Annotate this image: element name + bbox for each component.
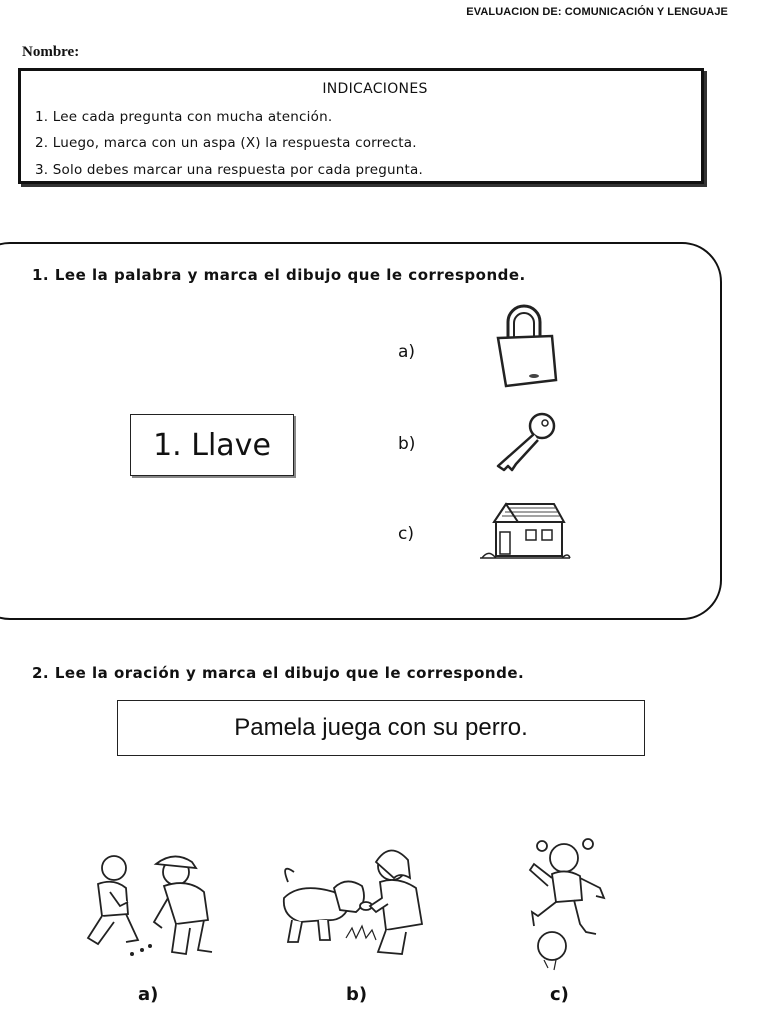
option-b-label[interactable]: b) xyxy=(398,434,416,454)
instruction-line-3: 3. Solo debes marcar una respuesta por cada pregunta. xyxy=(35,162,423,178)
picture-a-label[interactable]: a) xyxy=(138,984,159,1005)
word-box: 1. Llave xyxy=(130,414,294,476)
header-title: EVALUACION DE: COMUNICACIÓN Y LENGUAJE xyxy=(466,6,728,18)
house-icon[interactable] xyxy=(478,500,572,562)
picture-c-label[interactable]: c) xyxy=(550,984,569,1005)
option-a-label[interactable]: a) xyxy=(398,342,416,362)
instructions-title: INDICACIONES xyxy=(322,81,428,97)
name-label: Nombre: xyxy=(22,44,80,60)
padlock-icon[interactable] xyxy=(490,302,560,388)
option-c-label[interactable]: c) xyxy=(398,524,414,544)
instructions-box xyxy=(18,68,704,184)
girl-with-dog-image[interactable] xyxy=(270,842,440,960)
girl-kicking-ball-image[interactable] xyxy=(524,836,616,970)
question-1-box xyxy=(0,242,722,620)
picture-b-label[interactable]: b) xyxy=(346,984,368,1005)
instruction-line-1: 1. Lee cada pregunta con mucha atención. xyxy=(35,109,333,125)
key-icon[interactable] xyxy=(492,410,562,474)
question-2-prompt: 2. Lee la oración y marca el dibujo que le corresponde. xyxy=(32,664,525,682)
sentence-box: Pamela juega con su perro. xyxy=(117,700,645,756)
question-1-prompt: 1. Lee la palabra y marca el dibujo que le corresponde. xyxy=(32,266,526,284)
children-playing-marbles-image[interactable] xyxy=(80,848,226,962)
instruction-line-2: 2. Luego, marca con un aspa (X) la respuesta correcta. xyxy=(35,135,417,151)
